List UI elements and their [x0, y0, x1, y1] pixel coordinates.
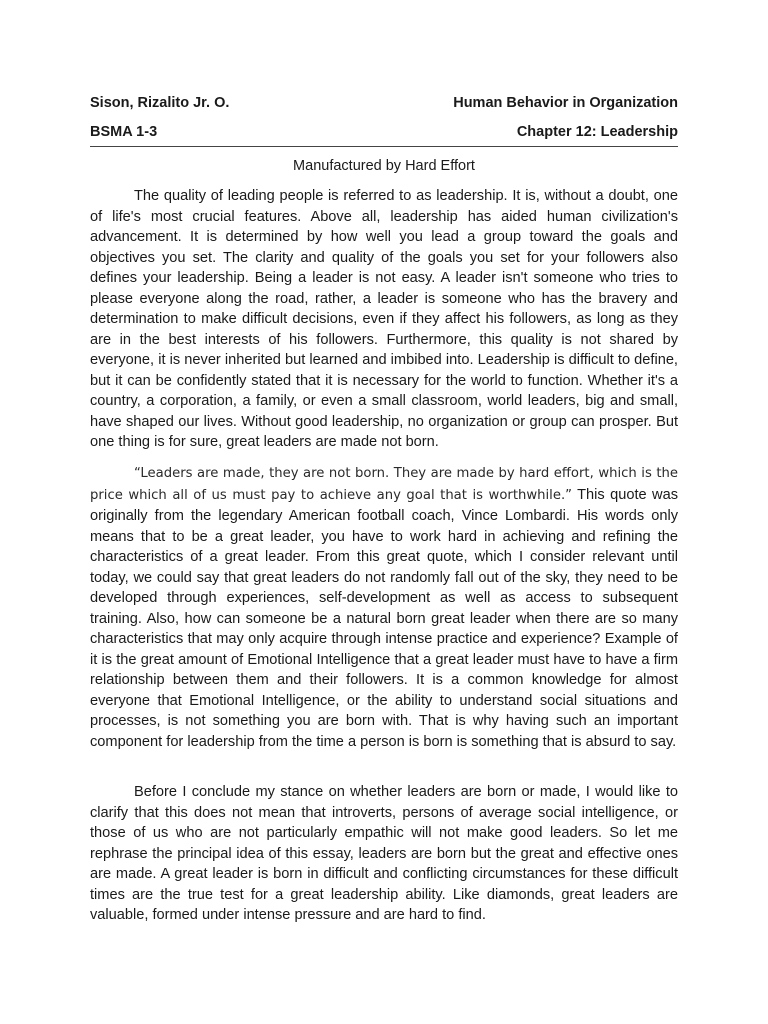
section-code: BSMA 1-3: [90, 124, 158, 140]
lombardi-quote: “Leaders are made, they are not born. They are made by hard effort, which is the price which all of us must pay to achieve any goal that is worthwhile.”: [90, 466, 678, 503]
paragraph-1: The quality of leading people is referred to as leadership. It is, without a doubt, one of life's most crucial features. Above all, leadership has aided human civilization's advancement. It is determined by how well you lead a group toward the goals and objectives you set. The clarity and quality of the goals you set for your followers also defines your leadership. Being a leader is not easy. A leader isn't someone who tries to please everyone along the road, rather, a leader is someone who has the bravery and determination to make difficult decisions, even if they affect his followers, as long as they are in the best interests of his followers. Furthermore, this quality is not shared by everyone, it is never inherited but learned and imbibed into. Leadership is difficult to define, but it can be confidently stated that it is necessary for the world to function. Whether it's a country, a corporation, a family, or even a small classroom, world leaders, big and small, have shaped our lives. Without good leadership, no organization or group can prosper. But one thing is for sure, great leaders are made not born.: [90, 188, 678, 450]
header-divider: [90, 146, 678, 147]
course-name: Human Behavior in Organization: [453, 95, 678, 111]
author-name: Sison, Rizalito Jr. O.: [90, 95, 230, 111]
essay-title: Manufactured by Hard Effort: [293, 158, 475, 174]
paragraph-2: [90, 463, 678, 752]
paragraph-3: Before I conclude my stance on whether leaders are born or made, I would like to clarify that this does not mean that introverts, persons of average social intelligence, or those of us who are not particularly empathic will not make good leaders. So let me rephrase the principal idea of this essay, leaders are born but the great and effective ones are made. A great leader is born in difficult and conflicting circumstances for these difficult times are the true test for a great leadership ability. Like diamonds, great leaders are valuable, formed under intense pressure and are hard to find.: [90, 784, 678, 923]
chapter-title: Chapter 12: Leadership: [516, 124, 678, 140]
header-row-2: [90, 123, 678, 141]
header-row-1: [90, 94, 678, 112]
document-page: [90, 0, 678, 1024]
paragraph-2-body: This quote was originally from the legendary American football coach, Vince Lombardi. His words only means that to be a great leader, you have to work hard in achieving and refining the characteristics of a great leader. From this great quote, which I consider relevant until today, we could say that great leaders do not randomly fall out of the sky, they need to be developed through experiences, self-development as well as access to subsequent training. Also, how can someone be a natural born great leader when there are so many characteristics that may only acquire through intense practice and experience? Example of it is the great amount of Emotional Intelligence that a great leader must have to have a firm relationship between them and their followers. It is a common knowledge for almost everyone that Emotional Intelligence, or the ability to understand social situations and processes, is not something you are born with. That is why having such an important component for leadership from the time a person is born is something that is absurd to say.: [90, 486, 678, 750]
